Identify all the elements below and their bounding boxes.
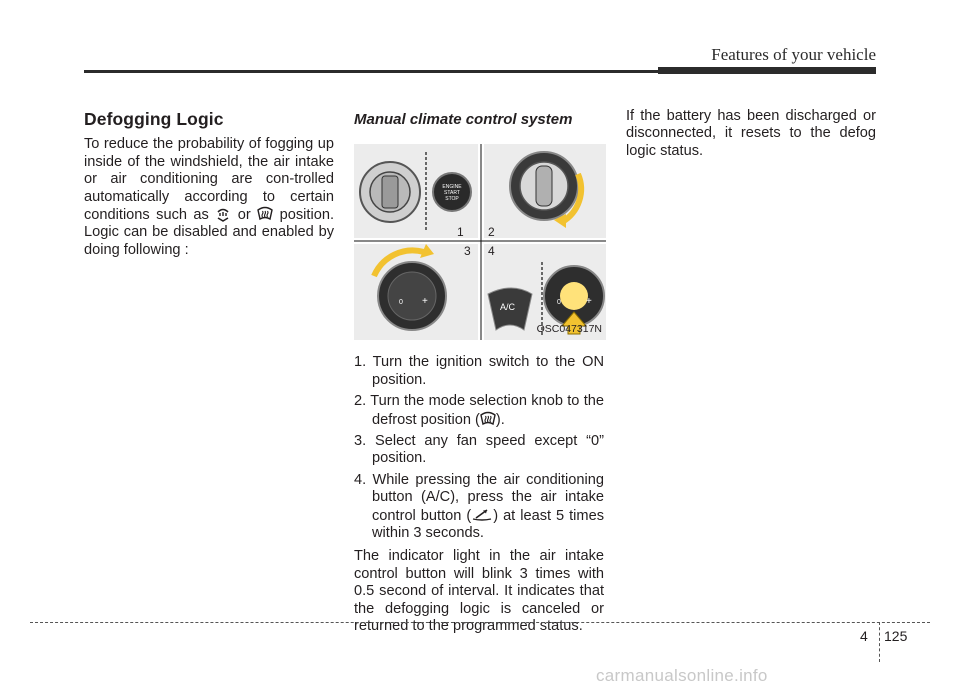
button-text-engine: ENGINE [442, 184, 462, 191]
watermark: carmanualsonline.info [596, 666, 768, 685]
right-column [626, 108, 876, 160]
subsection-heading: Manual climate control system [354, 111, 573, 128]
figure-code: OSC047317N [536, 323, 602, 335]
defogging-paragraph [84, 136, 334, 259]
svg-text:0: 0 [399, 299, 403, 307]
button-text-stop: STOP [445, 196, 459, 203]
defogging-text-2: position. Logic can be disabled and enabled by doing following : [84, 207, 334, 258]
battery-paragraph: If the battery has been discharged or disconnected, it resets to the defog logic status. [626, 108, 876, 159]
climate-control-figure [354, 144, 606, 340]
step-item [354, 393, 604, 429]
step-item [354, 433, 604, 468]
or-text: or [237, 207, 251, 224]
svg-text:+: + [586, 296, 592, 308]
figure-label-3: 3 [464, 244, 471, 259]
indicator-note: The indicator light in the air intake control button will blink 3 times with 0.5 second of interval. It indicates that the defogging logic is canceled or returned to the programmed status. [354, 548, 604, 635]
button-text-start: START [444, 190, 460, 197]
step-number: 4. [354, 471, 367, 488]
defrost-icon [480, 411, 496, 427]
defrost-icon [257, 206, 273, 222]
step-item [354, 354, 604, 389]
step-text: Select any fan speed except “0” position. [372, 433, 604, 467]
step-number: 1. [354, 354, 367, 371]
header-title: Features of your vehicle [711, 45, 876, 64]
section-heading: Defogging Logic [84, 109, 224, 129]
step-item [354, 472, 604, 543]
step-text: Turn the mode selection knob to the defrost position ( [370, 393, 604, 428]
step-text: While pressing the air conditioning button (A/C), press the air intake control button ( [372, 471, 604, 524]
step-text-end: ). [495, 411, 505, 428]
defogging-text-1: To reduce the probability of fogging up inside of the windshield, the air intake or air conditioning are con-trolled automatically according to certain conditions such as [84, 136, 334, 224]
figure-label-2: 2 [488, 225, 495, 240]
middle-column [354, 108, 604, 636]
footer-divider [879, 622, 880, 662]
figure-label-4: 4 [488, 244, 495, 259]
svg-text:+: + [422, 296, 428, 308]
chapter-number: 4 [860, 628, 868, 644]
step-text-end: ) at least 5 times within 3 seconds. [372, 507, 604, 542]
ac-label: A/C [500, 302, 516, 313]
page-number: 125 [884, 628, 908, 644]
figure-illustration [354, 144, 606, 340]
steps-list [354, 354, 604, 542]
air-intake-icon [471, 507, 493, 523]
step-number: 2. [354, 393, 367, 410]
figure-label-1: 1 [457, 225, 464, 240]
svg-text:0: 0 [557, 299, 561, 307]
left-column [84, 108, 334, 259]
step-number: 3. [354, 433, 367, 450]
floor-defrost-icon [215, 206, 231, 222]
step-text: Turn the ignition switch to the ON position. [372, 354, 604, 388]
footer-rule [30, 622, 930, 623]
header-rule-accent [658, 67, 876, 74]
